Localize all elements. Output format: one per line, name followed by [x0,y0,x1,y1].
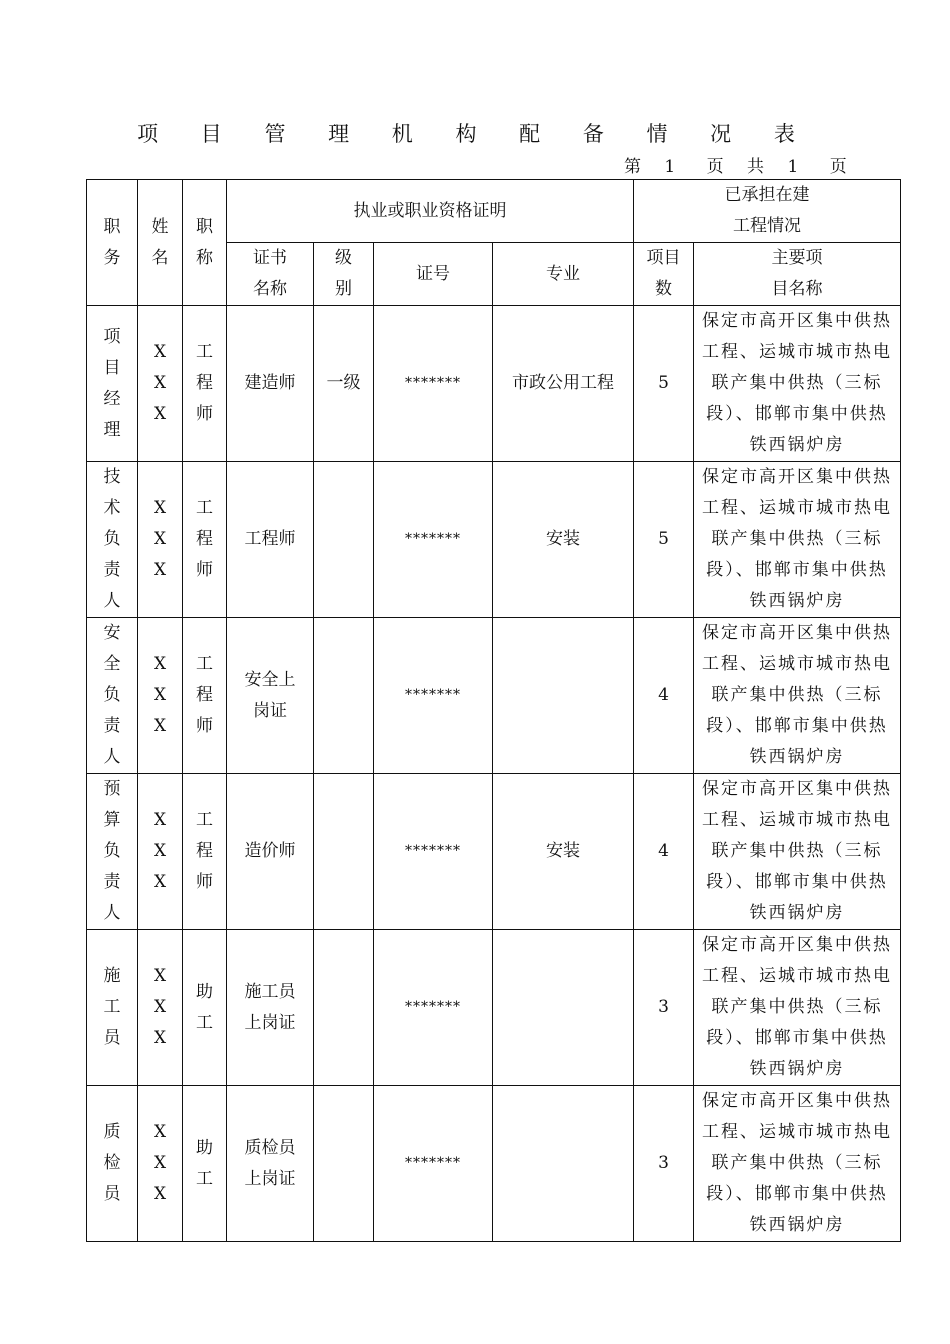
header-cert-group: 执业或职业资格证明 [227,180,634,243]
level-cell [314,618,374,774]
cert-name-cell: 施工员上岗证 [227,930,314,1086]
projects-cell: 保定市高开区集中供热工程、运城市城市热电联产集中供热（三标段）、邯郸市集中供热铁西锅炉房 [694,1086,901,1242]
major-cell [493,930,634,1086]
header-cert-name: 证书名称 [227,243,314,306]
name-cell: XXX [138,462,183,618]
page-title: 项 目 管 理 机 构 配 备 情 况 表 [137,122,813,146]
header-name: 姓名 [138,180,183,306]
cert-no-cell: ******* [374,306,493,462]
projects-cell: 保定市高开区集中供热工程、运城市城市热电联产集中供热（三标段）、邯郸市集中供热铁西锅炉房 [694,774,901,930]
level-cell [314,462,374,618]
table-row [87,306,901,462]
page-number [624,152,847,177]
role-cell: 技术负责人 [87,462,138,618]
header-role: 职务 [87,180,138,306]
level-cell [314,930,374,1086]
count-cell: 5 [634,306,694,462]
table-row [87,1086,901,1242]
role-cell: 施工员 [87,930,138,1086]
name-cell: XXX [138,930,183,1086]
cert-no-cell: ******* [374,930,493,1086]
cert-name-cell: 工程师 [227,462,314,618]
title-cell: 助工 [183,1086,227,1242]
name-cell: XXX [138,618,183,774]
table-row [87,930,901,1086]
page-ye: 页 [706,157,724,177]
count-cell: 3 [634,930,694,1086]
header-level: 级别 [314,243,374,306]
major-cell [493,1086,634,1242]
level-cell [314,1086,374,1242]
name-cell: XXX [138,306,183,462]
role-cell: 安全负责人 [87,618,138,774]
cert-no-cell: ******* [374,774,493,930]
page-di: 第 [624,157,641,177]
cert-name-cell: 安全上岗证 [227,618,314,774]
staffing-table [86,179,901,1242]
header-main-projects: 主要项目名称 [694,243,901,306]
major-cell: 市政公用工程 [493,306,634,462]
header-count: 项目数 [634,243,694,306]
major-cell: 安装 [493,774,634,930]
table-row [87,618,901,774]
count-cell: 4 [634,618,694,774]
cert-no-cell: ******* [374,618,493,774]
name-cell: XXX [138,774,183,930]
major-cell: 安装 [493,462,634,618]
title-cell: 工程师 [183,774,227,930]
cert-no-cell: ******* [374,1086,493,1242]
count-cell: 5 [634,462,694,618]
title-cell: 工程师 [183,462,227,618]
name-cell: XXX [138,1086,183,1242]
header-title: 职称 [183,180,227,306]
cert-no-cell: ******* [374,462,493,618]
page-current: 1 [664,157,676,177]
projects-cell: 保定市高开区集中供热工程、运城市城市热电联产集中供热（三标段）、邯郸市集中供热铁西锅炉房 [694,306,901,462]
header-projects-group: 已承担在建工程情况 [634,180,901,243]
title-cell: 工程师 [183,306,227,462]
header-major: 专业 [493,243,634,306]
title-cell: 工程师 [183,618,227,774]
cert-name-cell: 质检员上岗证 [227,1086,314,1242]
major-cell [493,618,634,774]
header-cert-no: 证号 [374,243,493,306]
page-ye2: 页 [829,157,847,177]
level-cell [314,774,374,930]
cert-name-cell: 建造师 [227,306,314,462]
page-total: 1 [787,157,799,177]
role-cell: 预算负责人 [87,774,138,930]
projects-cell: 保定市高开区集中供热工程、运城市城市热电联产集中供热（三标段）、邯郸市集中供热铁西锅炉房 [694,618,901,774]
page-gong: 共 [747,157,765,177]
title-cell: 助工 [183,930,227,1086]
table-row [87,462,901,618]
role-cell: 项目经理 [87,306,138,462]
projects-cell: 保定市高开区集中供热工程、运城市城市热电联产集中供热（三标段）、邯郸市集中供热铁西锅炉房 [694,930,901,1086]
projects-cell: 保定市高开区集中供热工程、运城市城市热电联产集中供热（三标段）、邯郸市集中供热铁西锅炉房 [694,462,901,618]
cert-name-cell: 造价师 [227,774,314,930]
level-cell: 一级 [314,306,374,462]
role-cell: 质检员 [87,1086,138,1242]
count-cell: 4 [634,774,694,930]
count-cell: 3 [634,1086,694,1242]
table-row [87,774,901,930]
